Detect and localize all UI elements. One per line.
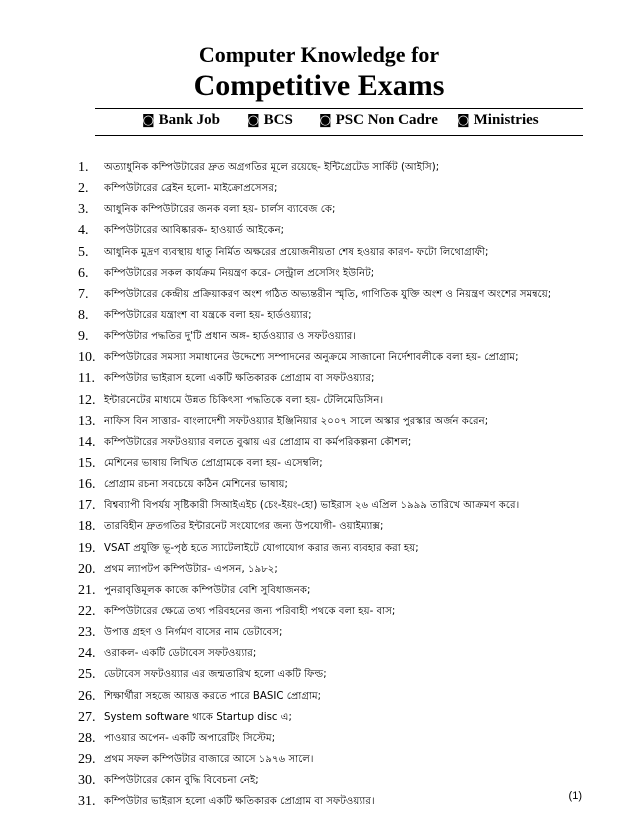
list-item	[78, 643, 598, 664]
item-number: 7.	[78, 286, 89, 302]
item-number: 20.	[78, 561, 96, 577]
item-number: 4.	[78, 223, 89, 239]
list-item	[78, 305, 598, 326]
item-text: মেশিনের ভাষায় লিখিত প্রোগ্রামকে বলা হয়- এসেম্বলি;	[104, 457, 323, 469]
item-text: প্রথম ল্যাপটপ কম্পিউটার- এপসন, ১৯৮২;	[104, 563, 278, 575]
item-number: 26.	[78, 688, 96, 704]
list-item	[78, 580, 598, 601]
category-bank-job	[142, 110, 220, 131]
category-row	[95, 110, 583, 134]
item-text: কম্পিউটার ভাইরাস হলো একটি ক্ষতিকারক প্রোগ্রাম বা সফটওয়্যার;	[104, 373, 375, 385]
list-item	[78, 791, 598, 812]
item-number: 11.	[78, 371, 95, 387]
item-text: কম্পিউটারের ক্ষেত্রে তথ্য পরিবহনের জন্য পরিবাহী পথকে বলা হয়- বাস;	[104, 605, 396, 617]
list-item	[78, 749, 598, 770]
list-item	[78, 390, 598, 411]
category-label: BCS	[263, 112, 293, 128]
item-number: 17.	[78, 498, 96, 514]
category-label: PSC Non Cadre	[335, 112, 438, 128]
item-number: 31.	[78, 794, 96, 810]
list-item	[78, 411, 598, 432]
item-text: কম্পিউটারের যন্ত্রাংশ বা যন্ত্রকে বলা হয়- হার্ডওয়্যার;	[104, 309, 312, 321]
item-number: 29.	[78, 751, 96, 767]
item-number: 8.	[78, 307, 89, 323]
item-text: ইন্টারনেটের মাধ্যমে উন্নত চিকিৎসা পদ্ধতিকে বলা হয়- টেলিমেডিসিন।	[104, 394, 384, 406]
item-text: অত্যাধুনিক কম্পিউটারের দ্রুত অগ্রগতির মূলে রয়েছে- ইন্টিগ্রেটেড সার্কিট (আইসি);	[104, 162, 440, 173]
item-number: 24.	[78, 646, 96, 662]
item-number: 22.	[78, 603, 96, 619]
item-text: উপাত্ত গ্রহণ ও নির্গমণ বাসের নাম ডেটাবেস;	[104, 627, 283, 639]
list-item	[78, 601, 598, 622]
list-item	[78, 559, 598, 580]
list-item	[78, 347, 598, 368]
item-number: 23.	[78, 625, 96, 641]
item-text: কম্পিউটার ভাইরাস হলো একটি ক্ষতিকারক প্রোগ্রাম বা সফটওয়্যার।	[104, 796, 375, 808]
page-header	[0, 42, 638, 104]
list-item	[78, 728, 598, 749]
list-item	[78, 538, 598, 559]
list-item	[78, 516, 598, 537]
item-number: 1.	[78, 160, 89, 175]
category-label: Bank Job	[158, 112, 220, 128]
item-text: কম্পিউটারের আবিষ্কারক- হাওয়ার্ড আইকেন;	[104, 225, 285, 237]
square-bullet-icon: ◙	[457, 113, 470, 128]
item-text: কম্পিউটারের কেন্দ্রীয় প্রক্রিয়াকরণ অংশ গঠিত অভ্যন্তরীন স্মৃতি, গাণিতিক যুক্তি অংশ ও নিয়ন্ত্রণ অংশের সমন্বয়ে;	[104, 288, 552, 300]
item-number: 3.	[78, 202, 89, 218]
square-bullet-icon: ◙	[247, 113, 260, 128]
list-item	[78, 622, 598, 643]
category-psc-non-cadre	[319, 110, 438, 131]
list-item	[78, 178, 598, 199]
list-item	[78, 263, 598, 284]
list-item	[78, 495, 598, 516]
list-item	[78, 432, 598, 453]
list-item	[78, 453, 598, 474]
item-text: শিক্ষার্থীরা সহজে আয়ত্ত করতে পারে BASIC প্রোগ্রাম;	[104, 690, 322, 702]
item-number: 30.	[78, 773, 96, 789]
top-divider	[95, 108, 583, 109]
category-bcs	[247, 110, 293, 131]
list-item	[78, 686, 598, 707]
item-number: 6.	[78, 265, 89, 281]
title-line-1: Computer Knowledge for	[198, 42, 440, 67]
item-text: কম্পিউটারের ব্রেইন হলো- মাইক্রোপ্রসেসর;	[104, 183, 278, 195]
question-list	[78, 157, 598, 812]
item-text: ডেটাবেস সফটওয়্যার এর জন্মতারিখ হলো একটি ফিল্ড;	[104, 669, 327, 681]
page-number: (1)	[568, 790, 582, 802]
item-number: 27.	[78, 709, 96, 725]
category-ministries	[457, 110, 539, 131]
item-text: System software থাকে Startup disc এ;	[104, 711, 292, 723]
item-number: 2.	[78, 181, 89, 197]
item-number: 16.	[78, 477, 96, 493]
item-text: কম্পিউটারের সকল কার্যক্রম নিয়ন্ত্রণ করে- সেন্ট্রাল প্রসেসিং ইউনিট;	[104, 267, 375, 279]
item-number: 10.	[78, 350, 96, 366]
list-item	[78, 707, 598, 728]
item-number: 15.	[78, 455, 96, 471]
bottom-divider	[95, 135, 583, 136]
list-item	[78, 157, 598, 178]
item-text: তারবিহীন দ্রুতগতির ইন্টারনেট সংযোগের জন্য উপযোগী- ওয়াইম্যাক্স;	[104, 521, 384, 533]
item-number: 13.	[78, 413, 96, 429]
list-item	[78, 220, 598, 241]
item-text: কম্পিউটারের সফটওয়্যার বলতে বুঝায় এর প্রোগ্রাম বা কর্মপরিকল্পনা কৌশল;	[104, 436, 412, 448]
item-number: 19.	[78, 540, 96, 556]
item-number: 18.	[78, 519, 96, 535]
item-text: পাওয়ার অপেন- একটি অপারেটিং সিস্টেম;	[104, 732, 276, 744]
list-item	[78, 368, 598, 389]
list-item	[78, 326, 598, 347]
item-text: আধুনিক মুদ্রণ ব্যবস্থায় ধাতু নির্মিত অক্ষরের প্রয়োজনীয়তা শেষ হওয়ার কারণ- ফটো লিথোগ্রাফী;	[104, 246, 489, 258]
item-text: প্রথম সফল কম্পিউটার বাজারে আসে ১৯৭৬ সালে।	[104, 753, 314, 765]
list-item	[78, 242, 598, 263]
list-item	[78, 474, 598, 495]
item-text: কম্পিউটারের কোন বুদ্ধি বিবেচনা নেই;	[104, 775, 259, 787]
item-text: ওরাকল- একটি ডেটাবেস সফটওয়্যার;	[104, 648, 257, 660]
list-item	[78, 664, 598, 685]
item-text: কম্পিউটারের সমস্যা সমাধানের উদ্দেশ্যে সম্পাদনের অনুক্রমে সাজানো নির্দেশাবলীকে বলা হয়- প্রোগ্রাম;	[104, 352, 519, 364]
list-item	[78, 770, 598, 791]
list-item	[78, 284, 598, 305]
item-number: 5.	[78, 244, 89, 260]
item-number: 12.	[78, 392, 96, 408]
square-bullet-icon: ◙	[142, 113, 155, 128]
category-label: Ministries	[473, 112, 539, 128]
item-number: 28.	[78, 730, 96, 746]
item-text: বিশ্বব্যাপী বিপর্যয় সৃষ্টিকারী সিআইএইচ (চেং-ইয়ং-হো) ভাইরাস ২৬ এপ্রিল ১৯৯৯ তারিখে আক্রমণ করে।	[104, 500, 520, 512]
item-number: 25.	[78, 667, 96, 683]
item-number: 9.	[78, 329, 89, 345]
list-item	[78, 199, 598, 220]
item-text: পুনরাবৃত্তিমূলক কাজে কম্পিউটার বেশি সুবিধাজনক;	[104, 584, 311, 596]
title-line-2: Competitive Exams	[193, 69, 445, 102]
item-text: VSAT প্রযুক্তি ভূ-পৃষ্ঠ হতে স্যাটেলাইটে যোগাযোগ করার জন্য ব্যবহার করা হয়;	[104, 542, 419, 554]
item-text: আধুনিক কম্পিউটারের জনক বলা হয়- চার্লস ব্যাবেজ কে;	[104, 204, 336, 216]
item-number: 21.	[78, 582, 96, 598]
item-text: প্রোগ্রাম রচনা সবচেয়ে কঠিন মেশিনের ভাষায়;	[104, 479, 288, 491]
item-text: কম্পিউটার পদ্ধতির দু'টি প্রধান অঙ্গ- হার্ডওয়্যার ও সফটওয়্যার।	[104, 331, 357, 343]
item-text: নাফিস বিন সাত্তার- বাংলাদেশী সফটওয়্যার ইঞ্জিনিয়ার ২০০৭ সালে অস্কার পুরস্কার অর্জন করেন;	[104, 415, 489, 427]
square-bullet-icon: ◙	[319, 113, 332, 128]
item-number: 14.	[78, 434, 96, 450]
